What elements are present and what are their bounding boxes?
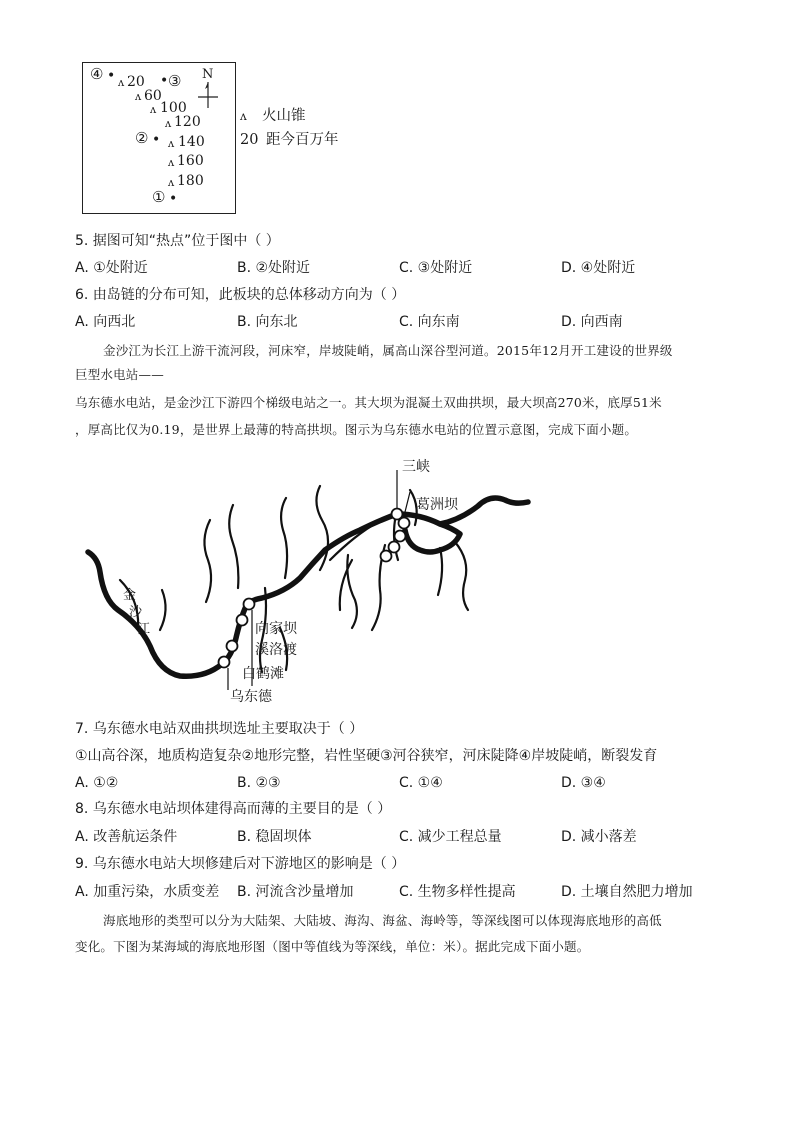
tributary bbox=[160, 590, 166, 630]
question-5-stem: 5. 据图可知“热点”位于图中（ ） bbox=[75, 233, 280, 249]
q7-option-a[interactable]: A. ①② bbox=[75, 775, 119, 791]
label-baihetan: 白鹤滩 bbox=[242, 666, 284, 682]
north-arrow-icon bbox=[196, 82, 220, 110]
q6-option-a[interactable]: A. 向西北 bbox=[75, 314, 136, 330]
q5-option-d[interactable]: D. ④处附近 bbox=[561, 260, 636, 276]
north-label: N bbox=[202, 67, 214, 82]
passage1-line3: 乌东德水电站，是金沙江下游四个梯级电站之一。其大坝为混凝土双曲拱坝，最大坝高270米，底厚51米 bbox=[75, 395, 662, 410]
q7-option-c[interactable]: C. ①④ bbox=[399, 775, 443, 791]
q5-option-a[interactable]: A. ①处附近 bbox=[75, 260, 148, 276]
q9-option-b[interactable]: B. 河流含沙量增加 bbox=[237, 884, 354, 900]
q5-option-b[interactable]: B. ②处附近 bbox=[237, 260, 311, 276]
q9-option-c[interactable]: C. 生物多样性提高 bbox=[399, 884, 516, 900]
legend-age-label: 距今百万年 bbox=[266, 132, 339, 148]
point-3-label: ③ bbox=[168, 72, 182, 90]
point-1-dot: • bbox=[169, 191, 178, 207]
legend-row-age bbox=[240, 128, 339, 149]
passage1-line1: 金沙江为长江上游干流河段，河床窄，岸坡陡峭，属高山深谷型河道。2015年12月开工建设的世界级 bbox=[103, 343, 673, 358]
q6-option-c[interactable]: C. 向东南 bbox=[399, 314, 460, 330]
island-chain-map bbox=[82, 62, 242, 214]
q5-option-c[interactable]: C. ③处附近 bbox=[399, 260, 473, 276]
volcano-icon: ʌ bbox=[168, 137, 175, 150]
q8-option-a[interactable]: A. 改善航运条件 bbox=[75, 829, 178, 845]
label-jinshajiang-2: 沙 bbox=[129, 605, 143, 620]
point-1-label: ① bbox=[152, 188, 166, 206]
question-7-stem: 7. 乌东德水电站双曲拱坝选址主要取决于（ ） bbox=[75, 721, 364, 737]
age-160: 160 bbox=[177, 153, 204, 169]
tributary bbox=[204, 520, 211, 602]
dam-marker bbox=[381, 551, 392, 562]
age-100: 100 bbox=[160, 100, 187, 116]
passage2-line1: 海底地形的类型可以分为大陆架、大陆坡、海沟、海盆、海岭等，等深线图可以体现海底地形的高低 bbox=[103, 913, 662, 928]
label-jinshajiang-1: 金 bbox=[123, 588, 137, 603]
passage1-line4: ，厚高比仅为0.19，是世界上最薄的特高拱坝。图示为乌东德水电站的位置示意图，完成下面小题。 bbox=[75, 422, 638, 437]
question-7-statements: ①山高谷深，地质构造复杂②地形完整，岩性坚硬③河谷狭窄，河床陡降④岸坡陡峭，断裂发育 bbox=[75, 748, 658, 764]
volcano-icon: ʌ bbox=[168, 156, 175, 169]
dam-marker-baihetan bbox=[227, 641, 238, 652]
dam-marker-xiangjiaba bbox=[244, 599, 255, 610]
question-9-stem: 9. 乌东德水电站大坝修建后对下游地区的影响是（ ） bbox=[75, 856, 406, 872]
age-120: 120 bbox=[174, 114, 201, 130]
tributary bbox=[229, 505, 238, 588]
q6-option-d[interactable]: D. 向西南 bbox=[561, 314, 623, 330]
q9-option-d[interactable]: D. 土壤自然肥力增加 bbox=[561, 884, 693, 900]
volcano-icon: ʌ bbox=[135, 90, 142, 103]
label-gezhouba: 葛洲坝 bbox=[416, 497, 458, 513]
q8-option-c[interactable]: C. 减少工程总量 bbox=[399, 829, 502, 845]
label-xiangjiaba: 向家坝 bbox=[255, 621, 297, 637]
point-3-dot: • bbox=[160, 73, 169, 89]
volcano-icon: ʌ bbox=[168, 176, 175, 189]
volcano-icon: ʌ bbox=[118, 76, 125, 89]
label-wudongde: 乌东德 bbox=[230, 689, 272, 705]
dam-marker-gezhouba bbox=[399, 518, 410, 529]
dam-marker bbox=[389, 542, 400, 553]
tributary bbox=[455, 542, 468, 610]
q8-option-b[interactable]: B. 稳固坝体 bbox=[237, 829, 312, 845]
passage1-line2: 巨型水电站—— bbox=[75, 367, 164, 382]
q6-option-b[interactable]: B. 向东北 bbox=[237, 314, 298, 330]
q8-option-d[interactable]: D. 减小落差 bbox=[561, 829, 637, 845]
figure1-legend bbox=[240, 104, 339, 149]
q7-option-b[interactable]: B. ②③ bbox=[237, 775, 281, 791]
age-140: 140 bbox=[178, 134, 205, 150]
volcano-icon: ʌ bbox=[150, 103, 157, 116]
volcano-icon: ʌ bbox=[240, 109, 247, 123]
tributary bbox=[438, 548, 442, 595]
question-6-stem: 6. 由岛链的分布可知，此板块的总体移动方向为（ ） bbox=[75, 287, 406, 303]
legend-volcano-label: 火山锥 bbox=[262, 108, 306, 124]
age-180: 180 bbox=[177, 173, 204, 189]
dam-marker bbox=[395, 531, 406, 542]
dam-marker-wudongde bbox=[219, 657, 230, 668]
legend-number: 20 bbox=[240, 132, 259, 148]
age-20: 20 bbox=[127, 74, 145, 90]
tributary bbox=[281, 498, 287, 578]
dam-marker-xiluodu bbox=[237, 615, 248, 626]
label-xiluodu: 溪洛渡 bbox=[255, 642, 297, 658]
river-map bbox=[0, 450, 794, 710]
q7-option-d[interactable]: D. ③④ bbox=[561, 775, 606, 791]
point-4-dot: • bbox=[107, 68, 116, 84]
point-4-label: ④ bbox=[90, 65, 104, 83]
age-60: 60 bbox=[144, 88, 162, 104]
volcano-icon: ʌ bbox=[165, 117, 172, 130]
point-2-label: ② bbox=[135, 129, 149, 147]
point-2-dot: • bbox=[152, 132, 161, 148]
label-jinshajiang-3: 江 bbox=[137, 622, 151, 637]
label-sanxia: 三峡 bbox=[402, 459, 430, 475]
q9-option-a[interactable]: A. 加重污染，水质变差 bbox=[75, 884, 220, 900]
question-8-stem: 8. 乌东德水电站坝体建得高而薄的主要目的是（ ） bbox=[75, 801, 392, 817]
legend-row-volcano bbox=[240, 104, 339, 128]
passage2-line2: 变化。下图为某海域的海底地形图（图中等值线为等深线，单位：米）。据此完成下面小题。 bbox=[75, 939, 590, 954]
